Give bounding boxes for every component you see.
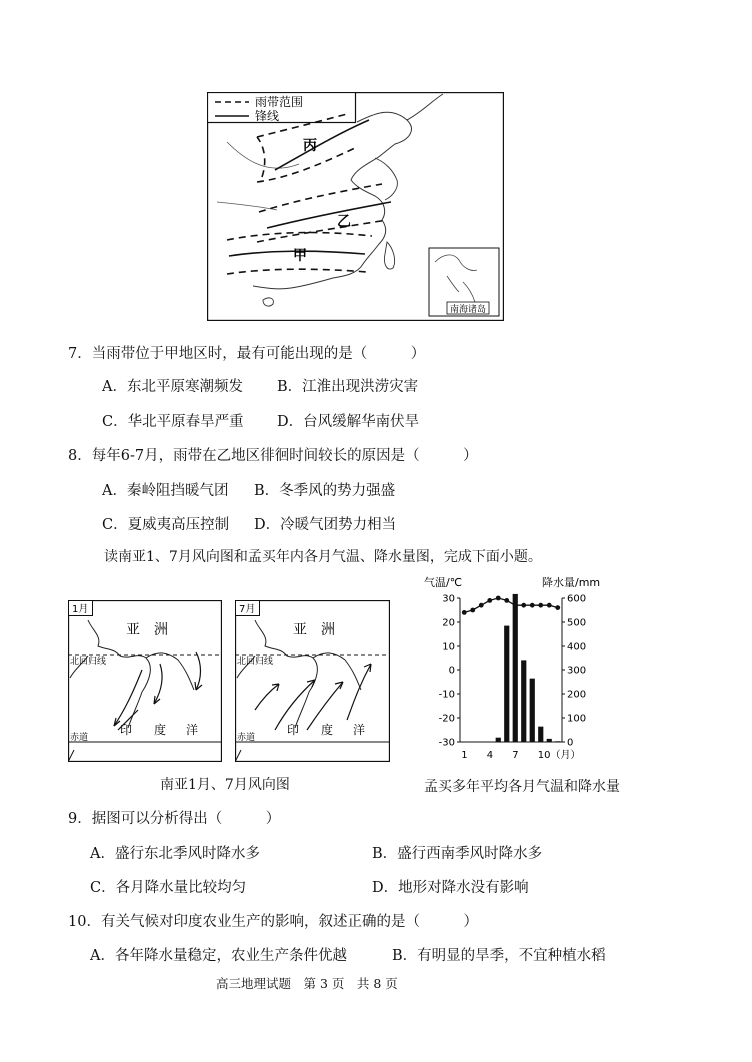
left-tick-label: 0 — [448, 665, 455, 677]
legend-rain-band: 雨带范围 — [255, 95, 304, 109]
inset-label: 南海诸岛 — [450, 305, 487, 315]
equator-label-jul: 赤道 — [237, 733, 256, 743]
temperature-point — [547, 603, 552, 608]
right-tick-label: 100 — [567, 713, 587, 725]
ocean-yang-jan: 洋 — [186, 723, 199, 737]
temperature-point — [538, 603, 543, 608]
temperature-point — [521, 603, 526, 608]
q9-option-a: A．盛行东北季风时降水多 — [90, 846, 260, 862]
precip-bar — [496, 738, 501, 742]
wind-map-january — [68, 600, 222, 762]
precip-bar — [521, 660, 526, 742]
label-jia: 甲 — [293, 248, 307, 264]
q10-option-a: A．各年降水量稳定，农业生产条件优越 — [90, 948, 347, 964]
left-tick-label: -20 — [438, 713, 455, 725]
right-tick-label: 0 — [567, 737, 574, 749]
page-footer: 高三地理试题 第 3 页 共 8 页 — [216, 976, 398, 991]
q9-option-c: C．各月降水量比较均匀 — [90, 880, 247, 896]
temperature-point — [513, 603, 518, 608]
temperature-point — [479, 603, 484, 608]
left-tick-label: 20 — [442, 617, 455, 629]
q7-option-a: A．东北平原寒潮频发 — [102, 379, 243, 395]
equator-label-jan: 赤道 — [70, 733, 89, 743]
q9-option-d: D．地形对降水没有影响 — [372, 880, 529, 896]
jul-label: 7月 — [239, 604, 256, 615]
mumbai-climate-chart — [420, 572, 620, 764]
precip-bar — [504, 626, 509, 742]
ocean-yang-jul: 洋 — [353, 723, 366, 737]
wind-maps-caption: 南亚1月、7月风向图 — [160, 777, 290, 793]
precip-bar — [538, 727, 543, 742]
temperature-point — [504, 598, 509, 603]
q8-option-c: C．夏威夷高压控制 — [102, 517, 230, 533]
temperature-point — [462, 610, 467, 615]
ocean-yin-jan: 印 — [120, 723, 133, 737]
q7-option-b: B．江淮出现洪涝灾害 — [277, 379, 419, 395]
precip-bar — [547, 739, 552, 742]
q10-option-b: B．有明显的旱季，不宜种植水稻 — [392, 948, 606, 964]
temperature-point — [530, 603, 535, 608]
left-tick-label: 30 — [442, 593, 455, 605]
rain-belt-map-svg — [207, 92, 504, 321]
climate-chart-svg — [420, 572, 620, 764]
rain-belt-map — [207, 92, 504, 321]
left-tick-label: -10 — [438, 689, 455, 701]
q7-option-c: C．华北平原春旱严重 — [102, 414, 244, 430]
temperature-point — [555, 605, 560, 610]
temperature-line — [464, 598, 558, 612]
right-tick-label: 600 — [567, 593, 587, 605]
tropic-label-jul: 北回归线 — [237, 657, 274, 667]
left-tick-label: 10 — [442, 641, 455, 653]
q8-option-b: B．冬季风的势力强盛 — [254, 483, 396, 499]
question-7-stem: 7．当雨带位于甲地区时，最有可能出现的是（ ） — [68, 346, 426, 362]
right-tick-label: 200 — [567, 689, 587, 701]
legend-front: 锋线 — [255, 109, 280, 123]
q8-option-a: A．秦岭阻挡暖气团 — [102, 483, 229, 499]
x-tick-label: 7 — [512, 750, 519, 761]
label-bing: 丙 — [303, 138, 317, 154]
ocean-du-jul: 度 — [321, 723, 334, 737]
asia-label-jan: 亚 洲 — [126, 622, 168, 638]
left-tick-label: -30 — [438, 737, 455, 749]
right-tick-label: 500 — [567, 617, 587, 629]
precip-bar — [555, 741, 560, 742]
question-8-stem: 8．每年6-7月，雨带在乙地区徘徊时间较长的原因是（ ） — [68, 448, 478, 464]
question-9-stem: 9．据图可以分析得出（ ） — [68, 811, 281, 827]
precip-bar — [530, 679, 535, 742]
x-tick-label: 10（月） — [537, 750, 581, 761]
temperature-point — [487, 598, 492, 603]
right-tick-label: 400 — [567, 641, 587, 653]
wind-map-july — [235, 600, 390, 762]
climate-chart-caption: 孟买多年平均各月气温和降水量 — [424, 779, 620, 795]
ocean-yin-jul: 印 — [287, 723, 300, 737]
temperature-point — [470, 608, 475, 613]
temperature-point — [496, 596, 501, 601]
precip-bar — [513, 594, 518, 742]
ocean-du-jan: 度 — [154, 723, 167, 737]
q9-option-b: B．盛行西南季风时降水多 — [372, 846, 543, 862]
ylabel-left: 气温/℃ — [424, 576, 463, 589]
x-tick-label: 1 — [461, 750, 468, 761]
intro-text: 读南亚1、7月风向图和孟买年内各月气温、降水量图，完成下面小题。 — [104, 549, 542, 565]
ylabel-right: 降水量/mm — [542, 576, 601, 589]
jan-label: 1月 — [72, 604, 89, 615]
q8-option-d: D．冷暖气团势力相当 — [254, 517, 397, 533]
asia-label-jul: 亚 洲 — [293, 622, 335, 638]
right-tick-label: 300 — [567, 665, 587, 677]
x-tick-label: 4 — [486, 750, 494, 761]
q7-option-d: D．台风缓解华南伏旱 — [277, 414, 420, 430]
label-yi: 乙 — [337, 214, 351, 230]
question-10-stem: 10．有关气候对印度农业生产的影响，叙述正确的是（ ） — [68, 914, 478, 930]
tropic-label-jan: 北回归线 — [70, 657, 107, 667]
